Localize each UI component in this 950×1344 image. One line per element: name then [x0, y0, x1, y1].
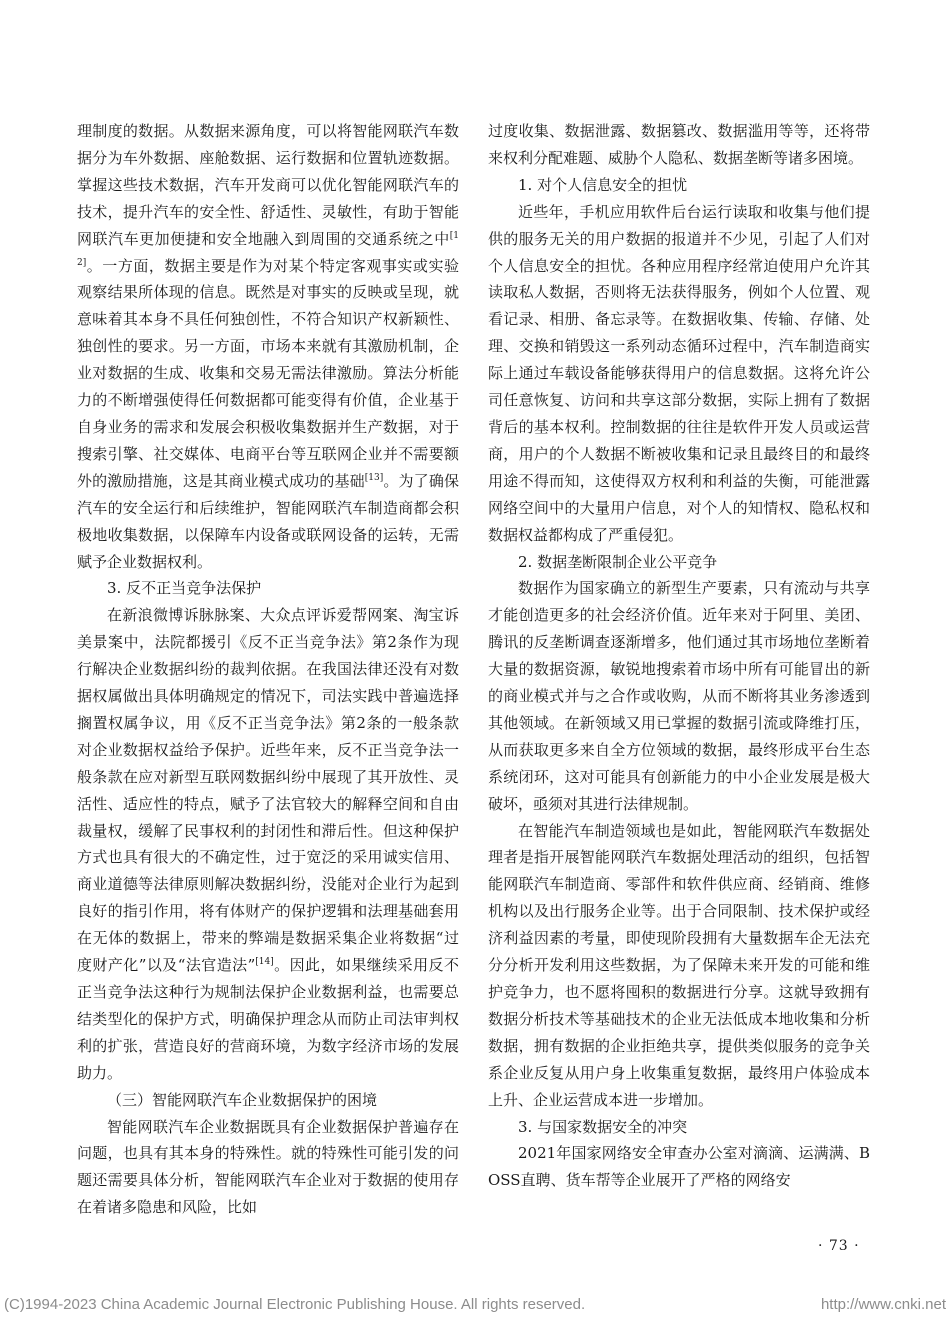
left-column: [77, 118, 459, 1221]
citation-ref: [14]: [255, 957, 274, 968]
paragraph: 在新浪微博诉脉脉案、大众点评诉爱帮网案、淘宝诉美景案中，法院都援引《反不正当竞争法》第2条作为现行解决企业数据纠纷的裁判依据。在我国法律还没有对数据权属做出具体明确规定的情况下，司法实践中普遍选择搁置权属争议，用《反不正当竞争法》第2条的一般条款对企业数据权益给予保护。近些年来，反不正当竞争法一般条款在应对新型互联网数据纠纷中展现了其开放性、灵活性、适应性的特点，赋予了法官较大的解释空间和自由裁量权，缓解了民事权利的封闭性和滞后性。但这种保护方式也具有很大的不确定性，过于宽泛的采用诚实信用、商业道德等法律原则解决数据纠纷，没能对企业行为起到良好的指引作用，将有体财产的保护逻辑和法理基础套用在无体的数据上，带来的弊端是数据采集企业将数据“过度财产化”以及“法官造法”[14]。因此，如果继续采用反不正当竞争法这种行为规制法保护企业数据利益，也需要总结类型化的保护方式，明确保护理念从而防止司法审判权利的扩张，营造良好的营商环境，为数字经济市场的发展助力。: [77, 606, 459, 1082]
paragraph: 在智能汽车制造领域也是如此，智能网联汽车数据处理者是指开展智能网联汽车数据处理活动的组织，包括智能网联汽车制造商、零部件和软件供应商、经销商、维修机构以及出行服务企业等。出于合同限制、技术保护或经济利益因素的考量，即使现阶段拥有大量数据车企无法充分分析开发利用这些数据，为了保障未来开发的可能和维护竞争力，也不愿将囤积的数据进行分享。这就导致拥有数据分析技术等基础技术的企业无法低成本地收集和分析数据，拥有数据的企业拒绝共享，提供类似服务的竞争关系企业反复从用户身上收集重复数据，最终用户体验成本上升、企业运营成本进一步增加。: [488, 821, 870, 1109]
footer: [4, 1296, 946, 1313]
section-heading: 3. 与国家数据安全的冲突: [518, 1117, 688, 1136]
paragraph: 过度收集、数据泄露、数据篡改、数据滥用等等，还将带来权利分配难题、威胁个人隐私、数据垄断等诸多困境。: [488, 122, 870, 167]
paragraph: 智能网联汽车企业数据既具有企业数据保护普遍存在问题，也具有其本身的特殊性。就的特殊性可能引发的问题还需要具体分析，智能网联汽车企业对于数据的使用存在着诸多隐患和风险，比如: [77, 1117, 459, 1217]
paragraph: 近些年，手机应用软件后台运行读取和收集与他们提供的服务无关的用户数据的报道并不少见，引起了人们对个人信息安全的担忧。各种应用程序经常迫使用户允许其读取私人数据，否则将无法获得服务，例如个人位置、观看记录、相册、备忘录等。在数据收集、传输、存储、处理、交换和销毁这一系列动态循环过程中，汽车制造商实际上通过车载设备能够获得用户的信息数据。这将允许公司任意恢复、访问和共享这部分数据，实际上拥有了数据背后的基本权利。控制数据的往往是软件开发人员或运营商，用户的个人数据不断被收集和记录且最终目的和最终用途不得而知，这使得双方权利和利益的失衡，可能泄露网络空间中的大量用户信息，对个人的知情权、隐私权和数据权益都构成了严重侵犯。: [488, 202, 870, 544]
citation-ref: [12]: [77, 230, 459, 268]
citation-ref: [13]: [364, 472, 384, 483]
paragraph: 理制度的数据。从数据来源角度，可以将智能网联汽车数据分为车外数据、座舱数据、运行数据和位置轨迹数据。掌握这些技术数据，汽车开发商可以优化智能网联汽车的技术，提升汽车的安全性、舒适性、灵敏性，有助于智能网联汽车更加便捷和安全地融入到周围的交通系统之中[12]。一方面，数据主要是作为对某个特定客观事实或实验观察结果所体现的信息。既然是对事实的反映或呈现，就意味着其本身不具任何独创性，不符合知识产权新颖性、独创性的要求。另一方面，市场本来就有其激励机制，企业对数据的生成、收集和交易无需法律激励。算法分析能力的不断增强使得任何数据都可能变得有价值，企业基于自身业务的需求和发展会积极收集数据并生产数据，对于搜索引擎、社交媒体、电商平台等互联网企业并不需要额外的激励措施，这是其商业模式成功的基础[13]。为了确保汽车的安全运行和后续维护，智能网联汽车制造商都会积极地收集数据，以保障车内设备或联网设备的运转，无需赋予企业数据权利。: [77, 122, 459, 571]
section-heading: 3. 反不正当竞争法保护: [107, 579, 262, 598]
page-number: · 73 ·: [818, 1238, 860, 1254]
paragraph: 2021年国家网络安全审查办公室对滴滴、运满满、BOSS直聘、货车帮等企业展开了严格的网络安: [488, 1144, 870, 1190]
footer-url[interactable]: http://www.cnki.net: [820, 1296, 946, 1313]
right-column: [488, 118, 870, 1194]
copyright-text: (C)1994-2023 China Academic Journal Electronic Publishing House. All rights reserved.: [4, 1296, 586, 1313]
section-heading: （三）智能网联汽车企业数据保护的困境: [107, 1090, 378, 1109]
paragraph: 数据作为国家确立的新型生产要素，只有流动与共享才能创造更多的社会经济价值。近年来对于阿里、美团、腾讯的反垄断调查逐渐增多，他们通过其市场地位垄断着大量的数据资源，敏锐地搜索着市场中所有可能冒出的新的商业模式并与之合作或收购，从而不断将其业务渗透到其他领域。在新领域又用已掌握的数据引流或降维打压，从而获取更多来自全方位领域的数据，最终形成平台生态系统闭环，这对可能具有创新能力的中小企业发展是极大破坏，亟须对其进行法律规制。: [488, 579, 870, 813]
section-heading: 1. 对个人信息安全的担忧: [518, 175, 688, 194]
section-heading: 2. 数据垄断限制企业公平竞争: [518, 552, 718, 571]
